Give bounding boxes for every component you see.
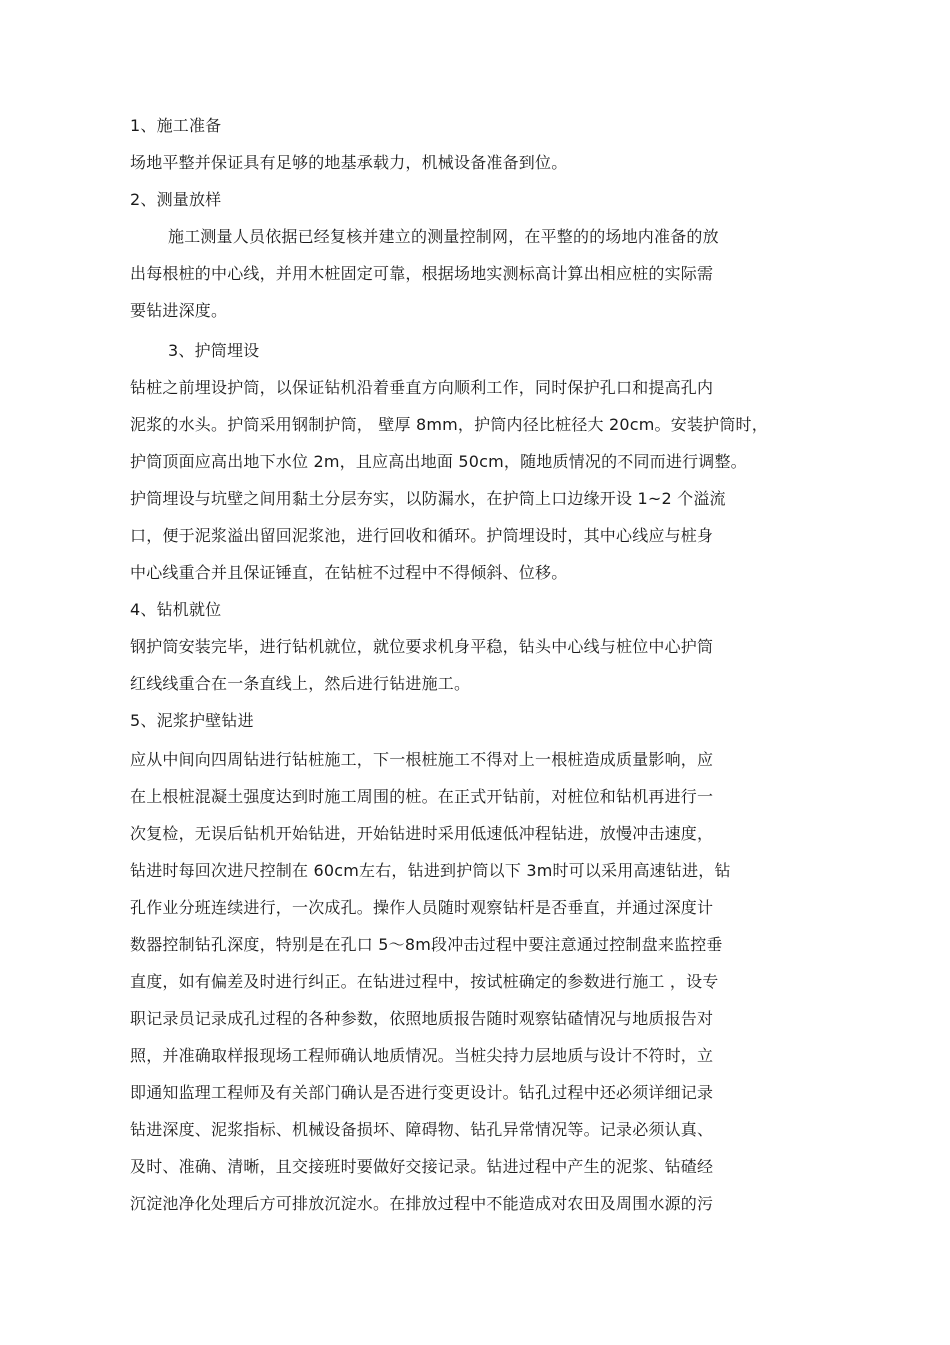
- paragraph-line: 口，便于泥浆溢出留回泥浆池，进行回收和循环。护筒埋设时，其中心线应与桩身: [130, 526, 714, 545]
- heading-slurry-wall-drilling: 5、泥浆护壁钻进: [130, 711, 254, 730]
- paragraph-line: 场地平整并保证具有足够的地基承载力，机械设备准备到位。: [130, 153, 568, 172]
- heading-casing-installation: 3、护筒埋设: [168, 341, 260, 360]
- paragraph-line: 护筒顶面应高出地下水位 2m，且应高出地面 50cm，随地质情况的不同而进行调整。: [130, 452, 747, 471]
- paragraph-line: 孔作业分班连续进行，一次成孔。操作人员随时观察钻杆是否垂直，并通过深度计: [130, 898, 714, 917]
- paragraph-line: 钢护筒安装完毕，进行钻机就位，就位要求机身平稳，钻头中心线与桩位中心护筒: [130, 637, 714, 656]
- paragraph-line: 在上根桩混凝土强度达到时施工周围的桩。在正式开钻前，对桩位和钻机再进行一: [130, 787, 714, 806]
- heading-rig-positioning: 4、钻机就位: [130, 600, 222, 619]
- paragraph-line: 中心线重合并且保证锤直，在钻桩不过程中不得倾斜、位移。: [130, 563, 568, 582]
- paragraph-line: 数器控制钻孔深度，特别是在孔口 5～8m段冲击过程中要注意通过控制盘来监控垂: [130, 935, 723, 954]
- paragraph-line: 直度，如有偏差及时进行纠正。在钻进过程中，按试桩确定的参数进行施工 ，设专: [130, 972, 719, 991]
- paragraph-line: 职记录员记录成孔过程的各种参数，依照地质报告随时观察钻碴情况与地质报告对: [130, 1009, 714, 1028]
- paragraph-line: 应从中间向四周钻进行钻桩施工，下一根桩施工不得对上一根桩造成质量影响，应: [130, 750, 714, 769]
- paragraph-line: 红线线重合在一条直线上，然后进行钻进施工。: [130, 674, 471, 693]
- paragraph-line: 钻桩之前埋设护筒，以保证钻机沿着垂直方向顺利工作，同时保护孔口和提高孔内: [130, 378, 714, 397]
- paragraph-line: 护筒埋设与坑壁之间用黏土分层夯实，以防漏水，在护筒上口边缘开设 1~2 个溢流: [130, 489, 726, 508]
- paragraph-line: 泥浆的水头。护筒采用钢制护筒， 壁厚 8mm，护筒内径比桩径大 20cm。安装护筒时，: [130, 415, 768, 434]
- paragraph-line: 要钻进深度。: [130, 301, 228, 320]
- paragraph-line: 照，并准确取样报现场工程师确认地质情况。当桩尖持力层地质与设计不符时，立: [130, 1046, 714, 1065]
- paragraph-line: 次复检，无误后钻机开始钻进，开始钻进时采用低速低冲程钻进，放慢冲击速度，: [130, 824, 714, 843]
- paragraph-line: 即通知监理工程师及有关部门确认是否进行变更设计。钻孔过程中还必须详细记录: [130, 1083, 714, 1102]
- heading-construction-preparation: 1、施工准备: [130, 116, 222, 135]
- paragraph-line: 及时、准确、清晰，且交接班时要做好交接记录。钻进过程中产生的泥浆、钻碴经: [130, 1157, 714, 1176]
- paragraph-line: 沉淀池净化处理后方可排放沉淀水。在排放过程中不能造成对农田及周围水源的污: [130, 1194, 714, 1213]
- paragraph-line: 钻进深度、泥浆指标、机械设备损坏、障碍物、钻孔异常情况等。记录必须认真、: [130, 1120, 714, 1139]
- paragraph-line: 钻进时每回次进尺控制在 60cm左右，钻进到护筒以下 3m时可以采用高速钻进，钻: [130, 861, 731, 880]
- paragraph-line: 施工测量人员依据已经复核并建立的测量控制网，在平整的的场地内准备的放: [168, 227, 719, 246]
- paragraph-line: 出每根桩的中心线，并用木桩固定可靠，根据场地实测标高计算出相应桩的实际需: [130, 264, 714, 283]
- heading-survey-layout: 2、测量放样: [130, 190, 222, 209]
